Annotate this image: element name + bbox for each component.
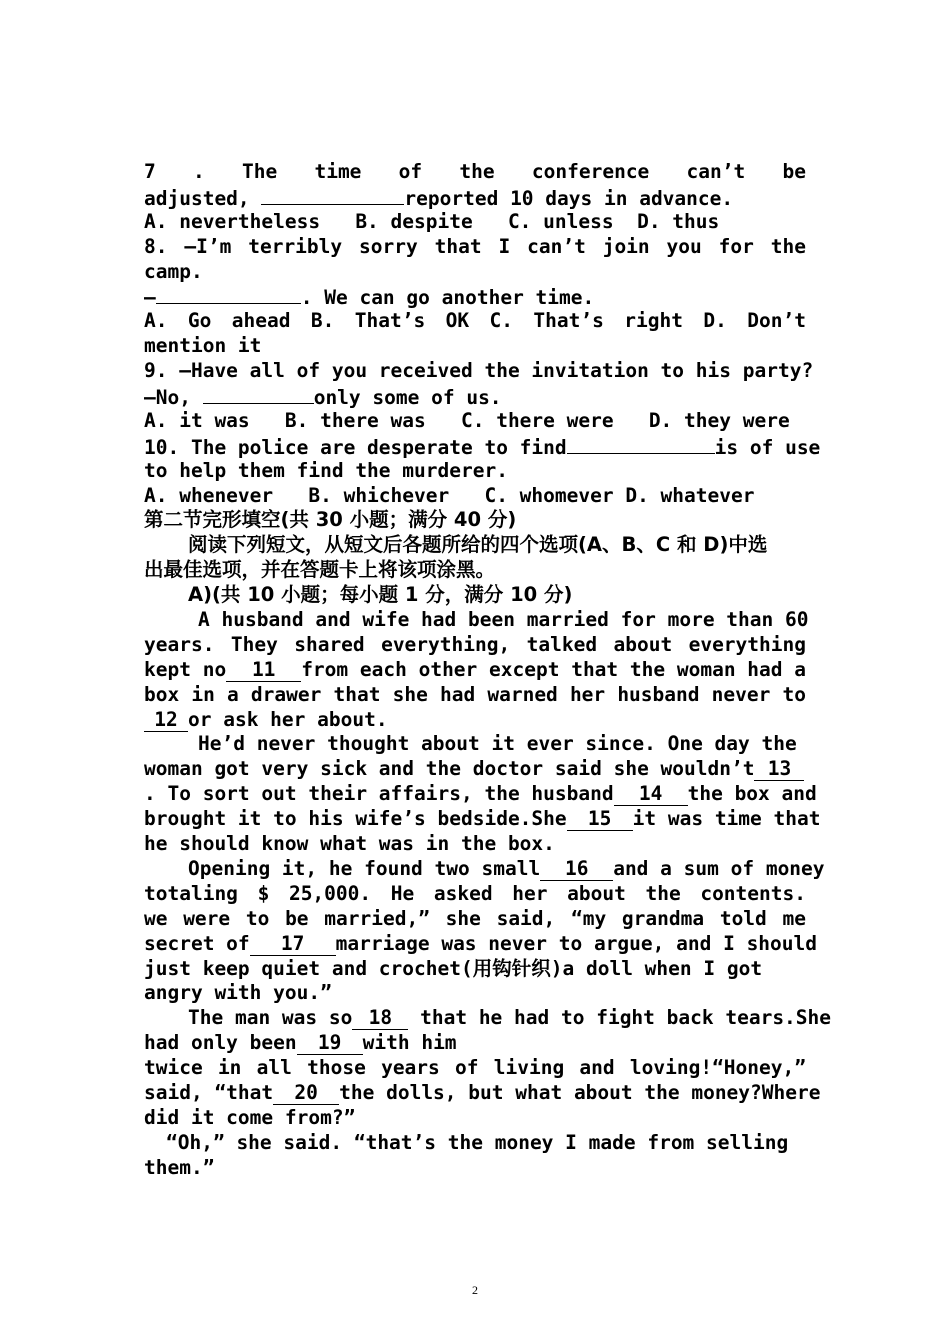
passage-line: woman got very sick and the doctor said she wouldn’t 13 <box>144 757 806 782</box>
question-9-stem: 9. —Have all of you received the invitation to his party? <box>144 359 814 383</box>
passage-line: He’d never thought about it ever since. One day the <box>198 732 797 756</box>
passage-line: Opening it, he found two small 16 and a sum of money <box>188 856 825 880</box>
passage-line: totaling $ 25,000. He asked her about the contents. <box>144 881 806 905</box>
passage-line: . To sort out their affairs, the husband 14 the box and <box>144 782 817 806</box>
passage-line: secret of 17 marriage was never to argue, and I should <box>144 931 818 955</box>
passage-line: 12 or ask her about. <box>144 708 806 733</box>
answer-blank <box>156 284 301 304</box>
passage-line: box in a drawer that she had warned her husband never to <box>144 682 806 706</box>
passage-line: A husband and wife had been married for more than 60 <box>198 608 809 632</box>
question-10-stem-cont: to help them find the murderer. <box>144 458 508 482</box>
question-10-stem: 10. The police are desperate to find is of use <box>144 435 821 459</box>
question-9-reply: —No, only some of us. <box>144 386 502 410</box>
passage-line: “Oh,” she said. “that’s the money I made from selling <box>166 1130 789 1154</box>
answer-blank <box>567 434 715 454</box>
cloze-blank-16: 16 <box>540 859 613 881</box>
cloze-blank-18: 18 <box>352 1008 408 1030</box>
section-instruction-cont: 出最佳选项，并在答题卡上将该项涂黑。 <box>144 558 496 582</box>
passage-line: did it come from?” <box>144 1105 356 1129</box>
passage-line: we were to be married,” she said, “my grandma told me <box>144 906 806 930</box>
question-8-stem-cont: camp. <box>144 259 203 283</box>
passage-line: had only been 19 with him <box>144 1031 457 1055</box>
page-number: 2 <box>472 1283 478 1297</box>
question-7-stem-cont: adjusted, reported 10 days in advance. <box>144 186 734 210</box>
cloze-blank-19: 19 <box>297 1033 363 1055</box>
cloze-blank-20: 20 <box>273 1083 339 1105</box>
passage-line: brought it to his wife’s bedside.She 15 it was time that <box>144 807 821 831</box>
passage-line: The man was so 18 that he had to fight back tears.She <box>188 1006 832 1030</box>
answer-blank <box>261 185 404 205</box>
question-8-stem: 8. —I’m terribly sorry that I can’t join you for the <box>144 234 806 258</box>
question-7-stem: 7 . The time of the conference can’t be <box>144 160 806 183</box>
cloze-blank-11: 11 <box>226 660 301 682</box>
section-title: 第二节完形填空(共 30 小题；满分 40 分) <box>144 508 517 532</box>
passage-line: them.” <box>144 1155 215 1179</box>
cloze-blank-15: 15 <box>567 809 633 831</box>
question-10-options: A. whenever B. whichever C. whomever D. whatever <box>144 483 755 507</box>
passage-line: he should know what was in the box. <box>144 832 555 856</box>
cloze-blank-17: 17 <box>250 934 336 956</box>
passage-line: kept no 11 from each other except that the woman had a <box>144 657 807 681</box>
passage-line: just keep quiet and crochet(用钩针织)a doll when I got <box>144 956 763 980</box>
passage-line: said, “that 20 the dolls, but what about the money?Where <box>144 1080 821 1104</box>
part-a-heading: A)(共 10 小题；每小题 1 分，满分 10 分) <box>188 583 573 607</box>
question-9-options: A. it was B. there was C. there were D. they were <box>144 408 790 432</box>
section-instruction: 阅读下列短文，从短文后各题所给的四个选项(A、B、C 和 D)中选 <box>188 533 768 557</box>
exam-page-content <box>144 160 832 1181</box>
passage-line: years. They shared everything, talked about everything <box>144 632 806 656</box>
question-8-reply: — . We can go another time. <box>144 286 595 310</box>
question-7-options: A. nevertheless B. despite C. unless D. thus <box>144 209 720 233</box>
passage-line: angry with you.” <box>144 981 332 1005</box>
passage-line: twice in all those years of living and loving!“Honey,” <box>144 1056 806 1080</box>
question-8-options-cont: mention it <box>144 334 262 358</box>
question-8-options: A. Go ahead B. That’s OK C. That’s right D. Don’t <box>144 309 806 333</box>
cloze-blank-13: 13 <box>754 759 804 781</box>
cloze-blank-12: 12 <box>144 710 188 732</box>
cloze-blank-14: 14 <box>614 784 688 806</box>
answer-blank <box>203 384 314 404</box>
